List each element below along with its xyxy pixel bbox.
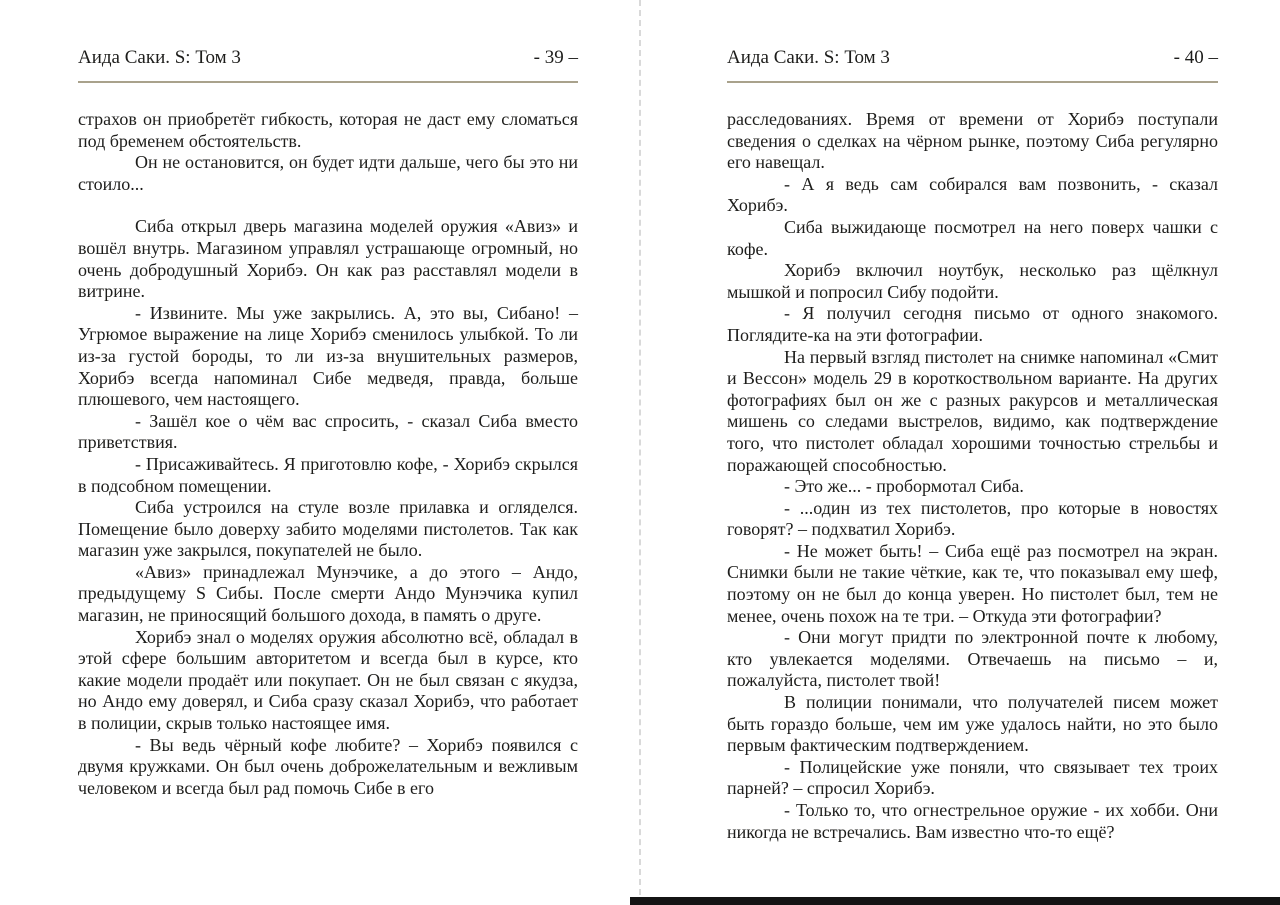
paragraph: - А я ведь сам собирался вам позвонить, - сказал Хорибэ.	[727, 173, 1218, 216]
paragraph: - Они могут придти по электронной почте к любому, кто увлекается моделями. Отвечаешь на письмо – и, пожалуйста, пистолет твой!	[727, 627, 1218, 691]
page-number: - 39 –	[533, 47, 578, 68]
running-title: Аида Саки. S: Том 3	[727, 47, 890, 68]
paragraph: Он не остановится, он будет идти дальше, чего бы это ни стоило...	[78, 152, 578, 194]
page-header	[727, 46, 1218, 70]
paragraph: - Зашёл кое о чём вас спросить, - сказал Сиба вместо приветствия.	[78, 410, 578, 453]
page-body	[727, 109, 1218, 843]
paragraph: - ...один из тех пистолетов, про которые в новостях говорят? – подхватил Хорибэ.	[727, 497, 1218, 540]
paragraph: Хорибэ включил ноутбук, несколько раз щёлкнул мышкой и попросил Сибу подойти.	[727, 260, 1218, 302]
page-body	[78, 109, 578, 799]
paragraph: Сиба открыл дверь магазина моделей оружия «Авиз» и вошёл внутрь. Магазином управлял устрашающе огромный, но очень добродушный Хорибэ. Он как раз расставлял модели в витрине.	[78, 216, 578, 302]
paragraph: На первый взгляд пистолет на снимке напоминал «Смит и Вессон» модель 29 в короткоствольном варианте. На других фотографиях был он же с разных ракурсов и металлическая мишень со следами выстрелов, видимо, как подтверждение того, что пистолет обладал хорошими точностью стрельбы и поражающей способностью.	[727, 346, 1218, 475]
header-rule	[78, 81, 578, 83]
page-header	[78, 46, 578, 70]
paragraph: - Полицейские уже поняли, что связывает тех троих парней? – спросил Хорибэ.	[727, 756, 1218, 799]
paragraph: - Я получил сегодня письмо от одного знакомого. Поглядите-ка на эти фотографии.	[727, 303, 1218, 345]
paragraph: страхов он приобретёт гибкость, которая не даст ему сломаться под бременем обстоятельств.	[78, 109, 578, 151]
paragraph: - Только то, что огнестрельное оружие - их хобби. Они никогда не встречались. Вам известно что-то ещё?	[727, 800, 1218, 842]
paragraph: - Извините. Мы уже закрылись. А, это вы, Сибано! – Угрюмое выражение на лице Хорибэ сменилось улыбкой. То ли из-за густой бороды, то ли из-за внушительных размеров, Хорибэ всегда напоминал Сибе медведя, правда, больше плюшевого, чем настоящего.	[78, 302, 578, 410]
paragraph: Сиба выжидающе посмотрел на него поверх чашки с кофе.	[727, 216, 1218, 259]
page-divider	[639, 0, 641, 905]
header-rule	[727, 81, 1218, 83]
running-title: Аида Саки. S: Том 3	[78, 47, 241, 68]
paragraph: расследованиях. Время от времени от Хорибэ поступали сведения о сделках на чёрном рынке, поэтому Сиба регулярно его навещал.	[727, 109, 1218, 173]
paragraph: - Вы ведь чёрный кофе любите? – Хорибэ появился с двумя кружками. Он был очень доброжелательным и вежливым человеком и всегда был рад помочь Сибе в его	[78, 734, 578, 798]
paragraph: В полиции понимали, что получателей писем может быть гораздо больше, чем им уже удалось найти, но это было первым фактическим подтверждением.	[727, 692, 1218, 756]
paragraph: - Присаживайтесь. Я приготовлю кофе, - Хорибэ скрылся в подсобном помещении.	[78, 453, 578, 496]
paragraph: - Не может быть! – Сиба ещё раз посмотрел на экран. Снимки были не такие чёткие, как те, что показывал ему шеф, поэтому он не был до конца уверен. Но пистолет был, тем не менее, очень похож на те три. – Откуда эти фотографии?	[727, 540, 1218, 626]
bottom-edge-bar	[630, 897, 1280, 905]
page-right[interactable]	[727, 46, 1218, 843]
paragraph: Сиба устроился на стуле возле прилавка и огляделся. Помещение было доверху забито моделями пистолетов. Так как магазин уже закрылся, покупателей не было.	[78, 497, 578, 561]
paragraph: Хорибэ знал о моделях оружия абсолютно всё, обладал в этой сфере большим авторитетом и всегда был в курсе, кто какие модели продаёт или покупает. Он не был связан с якудза, но Андо ему доверял, и Сиба сразу сказал Хорибэ, что работает в полиции, скрыв только настоящее имя.	[78, 626, 578, 734]
page-left[interactable]	[78, 46, 578, 799]
page-number: - 40 –	[1173, 47, 1218, 68]
paragraph: - Это же... - пробормотал Сиба.	[784, 476, 1024, 497]
paragraph: «Авиз» принадлежал Мунэчике, а до этого – Андо, предыдущему S Сибы. После смерти Андо Мунэчика купил магазин, не приносящий большого дохода, в память о друге.	[78, 561, 578, 626]
scene-break	[78, 195, 578, 216]
